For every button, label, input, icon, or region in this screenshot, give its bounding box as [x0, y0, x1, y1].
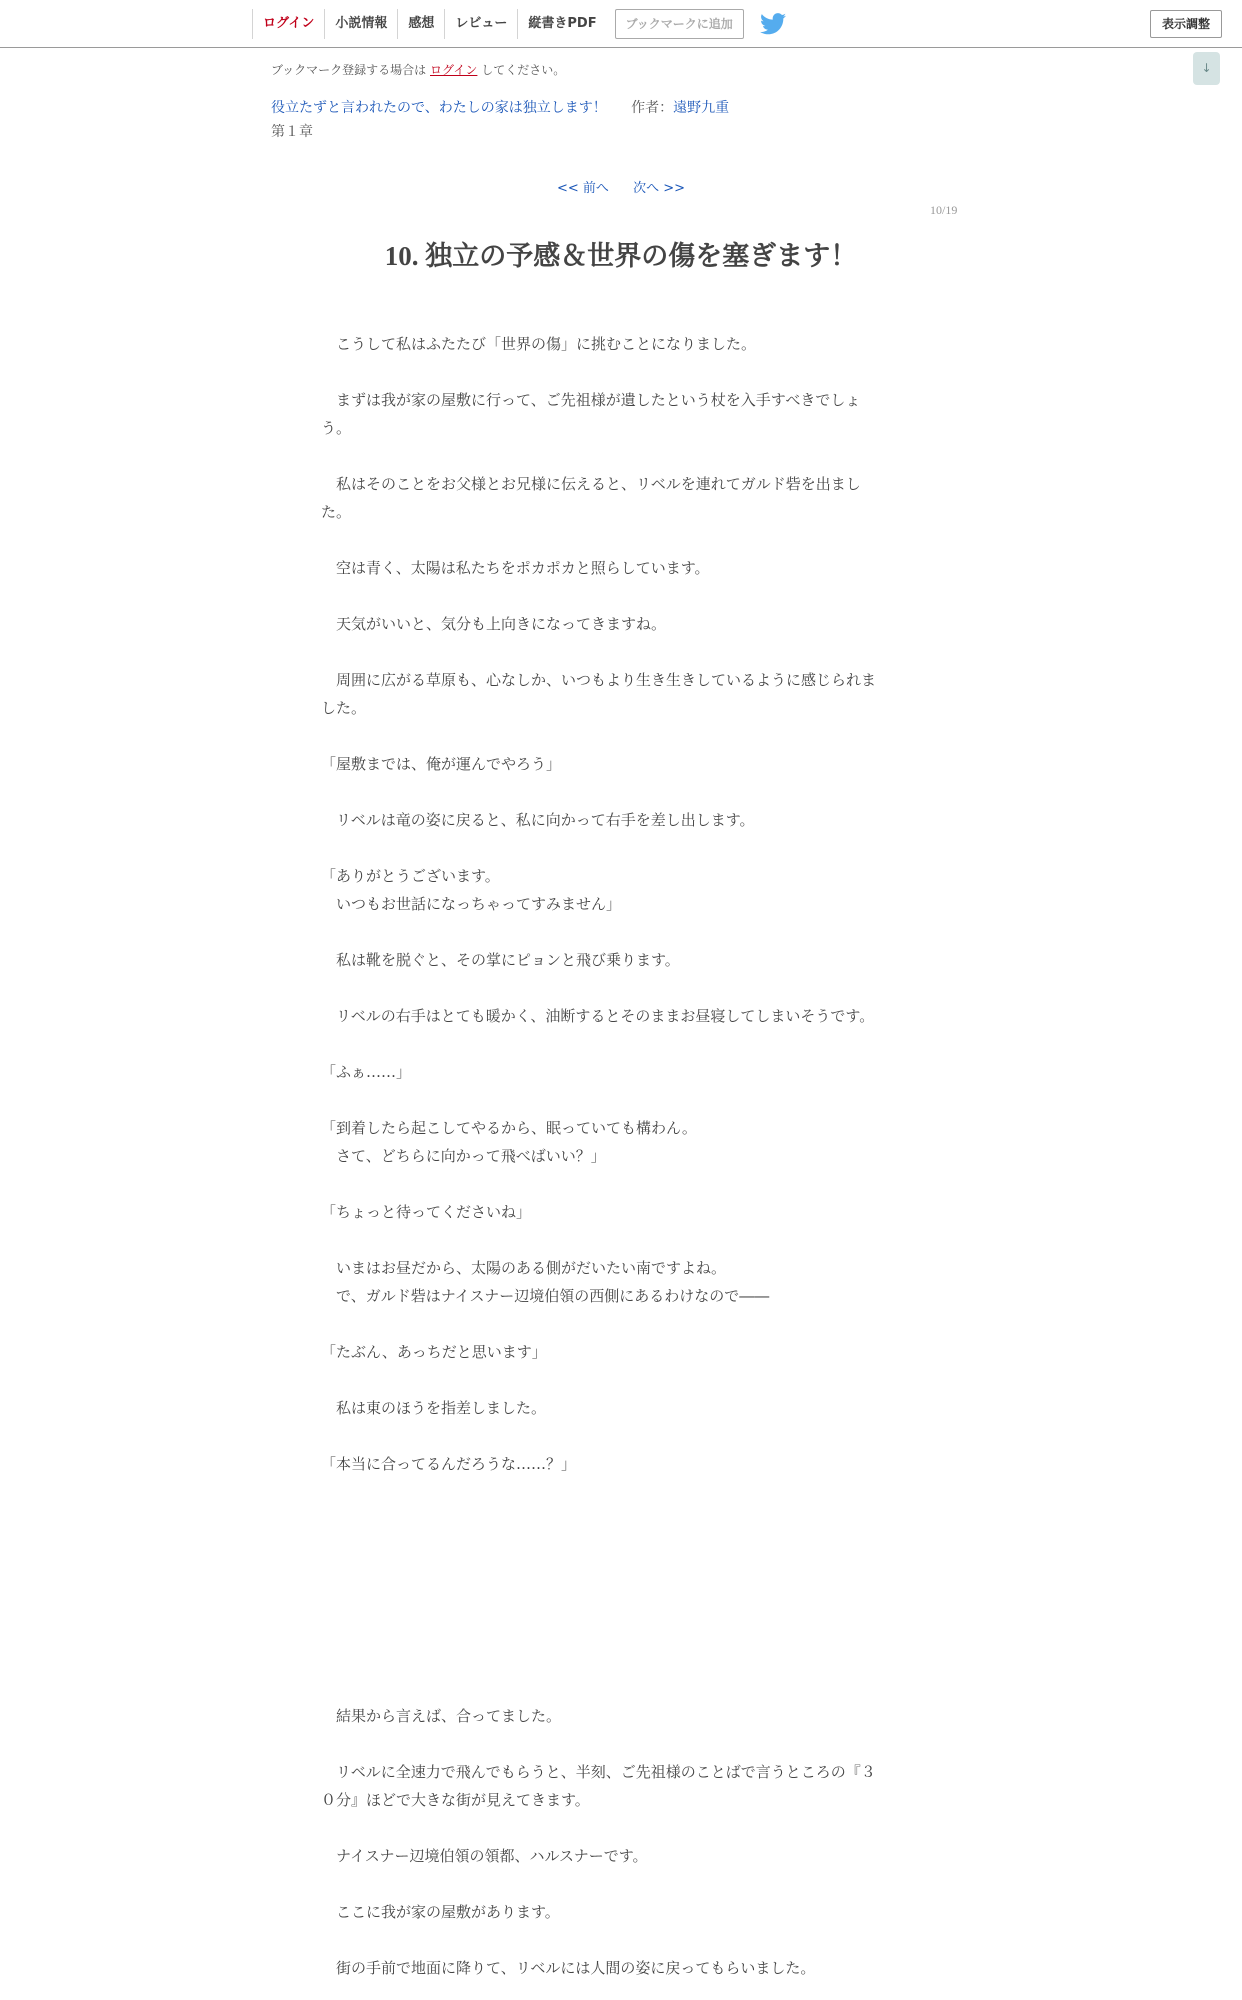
nav-review[interactable]: レビュー	[444, 9, 517, 39]
novel-info-line	[271, 97, 729, 117]
body-line: 「ありがとうございます。	[321, 867, 500, 885]
body-line: こうして私はふたたび「世界の傷」に挑むことになりました。	[321, 335, 757, 353]
twitter-bird-icon	[760, 13, 786, 35]
twitter-icon[interactable]	[760, 13, 786, 35]
body-line: ここに我が家の屋敷があります。	[321, 1903, 560, 1921]
body-line: リベルは竜の姿に戻ると、私に向かって右手を差し出します。	[321, 811, 755, 829]
body-line: いまはお昼だから、太陽のある側がだいたい南ですよね。	[321, 1259, 727, 1277]
body-line: まずは我が家の屋敷に行って、ご先祖様が遺したという杖を入手すべきでしょ	[321, 391, 861, 409]
body-line	[321, 1422, 921, 1450]
body-line: した。	[321, 699, 367, 717]
body-line	[321, 1926, 921, 1954]
novel-body-text	[321, 330, 921, 1982]
body-line	[321, 358, 921, 386]
body-line	[321, 1310, 921, 1338]
body-line: 周囲に広がる草原も、心なしか、いつもより生き生きしているように感じられま	[321, 671, 877, 689]
bookmark-login-link[interactable]: ログイン	[430, 63, 478, 77]
body-line: た。	[321, 503, 352, 521]
body-line: 「到着したら起こしてやるから、眠っていても構わん。	[321, 1119, 697, 1137]
add-bookmark-button[interactable]: ブックマークに追加	[615, 9, 744, 39]
next-episode-link[interactable]: 次へ >>	[633, 181, 685, 196]
episode-title: 10. 独立の予感＆世界の傷を塞ぎます！	[384, 241, 858, 271]
body-line: 私はそのことをお父様とお兄様に伝えると、リベルを連れてガルド砦を出まし	[321, 475, 861, 493]
body-line: ０分』ほどで大きな街が見えてきます。	[321, 1791, 590, 1809]
body-line: 私は東のほうを指差しました。	[321, 1399, 547, 1417]
bookmark-note-suffix: してください。	[481, 63, 566, 77]
episode-pager	[0, 177, 1242, 196]
body-line: う。	[321, 419, 352, 437]
author-name-link[interactable]: 遠野九重	[673, 100, 730, 116]
body-line: ナイスナー辺境伯領の領都、ハルスナーです。	[321, 1847, 648, 1865]
body-line	[321, 1170, 921, 1198]
body-line: 空は青く、太陽は私たちをポカポカと照らしています。	[321, 559, 710, 577]
chapter-title: 第１章	[271, 124, 313, 140]
body-line	[321, 442, 921, 470]
body-line	[321, 1086, 921, 1114]
body-line: 「ふぁ……」	[321, 1063, 412, 1081]
body-line	[321, 638, 921, 666]
body-line: さて、どちらに向かって飛べばいい？」	[321, 1147, 606, 1165]
body-line: で、ガルド砦はナイスナー辺境伯領の西側にあるわけなので――	[321, 1287, 770, 1305]
body-line: 「本当に合ってるんだろうな……？」	[321, 1455, 577, 1473]
body-line: 「ちょっと待ってくださいね」	[321, 1203, 532, 1221]
body-line: 天気がいいと、気分も上向きになってきますね。	[321, 615, 667, 633]
author-label: 作者：	[631, 100, 674, 116]
top-header	[0, 0, 1242, 48]
nav-novel-info[interactable]: 小説情報	[324, 9, 397, 39]
body-line: 街の手前で地面に降りて、リベルには人間の姿に戻ってもらいました。	[321, 1959, 816, 1977]
nav-login[interactable]: ログイン	[252, 9, 324, 39]
body-line	[321, 1226, 921, 1254]
body-line: いつもお世話になっちゃってすみません」	[321, 895, 622, 913]
body-line	[321, 526, 921, 554]
scroll-down-button[interactable]: ↓	[1193, 52, 1220, 85]
body-line	[321, 778, 921, 806]
body-line	[321, 1870, 921, 1898]
body-line: リベルに全速力で飛んでもらうと、半刻、ご先祖様のことばで言うところの『３	[321, 1763, 876, 1781]
body-line	[321, 1366, 921, 1394]
novel-title-link[interactable]: 役立たずと言われたので、わたしの家は独立します！	[271, 100, 607, 116]
body-line	[321, 834, 921, 862]
nav-impression[interactable]: 感想	[397, 9, 444, 39]
body-line	[321, 1814, 921, 1842]
body-line: 「たぶん、あっちだと思います」	[321, 1343, 547, 1361]
bookmark-note	[271, 61, 565, 78]
body-line	[321, 974, 921, 1002]
body-line: 私は靴を脱ぐと、その掌にピョンと飛び乗ります。	[321, 951, 680, 969]
nav-vertical-pdf[interactable]: 縦書きPDF	[517, 9, 606, 39]
body-line	[321, 582, 921, 610]
body-line: 結果から言えば、合ってました。	[321, 1707, 562, 1725]
bookmark-note-prefix: ブックマーク登録する場合は	[271, 63, 427, 77]
episode-count: 10/19	[930, 203, 958, 217]
body-line: 「屋敷までは、俺が運んでやろう」	[321, 755, 562, 773]
display-settings-button[interactable]: 表示調整	[1150, 10, 1222, 38]
body-line	[321, 722, 921, 750]
body-line: リベルの右手はとても暖かく、油断するとそのままお昼寝してしまいそうです。	[321, 1007, 875, 1025]
top-nav	[252, 0, 786, 47]
body-line	[321, 918, 921, 946]
scene-break-spacer	[321, 1478, 921, 1702]
body-line	[321, 1730, 921, 1758]
prev-episode-link[interactable]: << 前へ	[557, 181, 609, 196]
body-line	[321, 1030, 921, 1058]
